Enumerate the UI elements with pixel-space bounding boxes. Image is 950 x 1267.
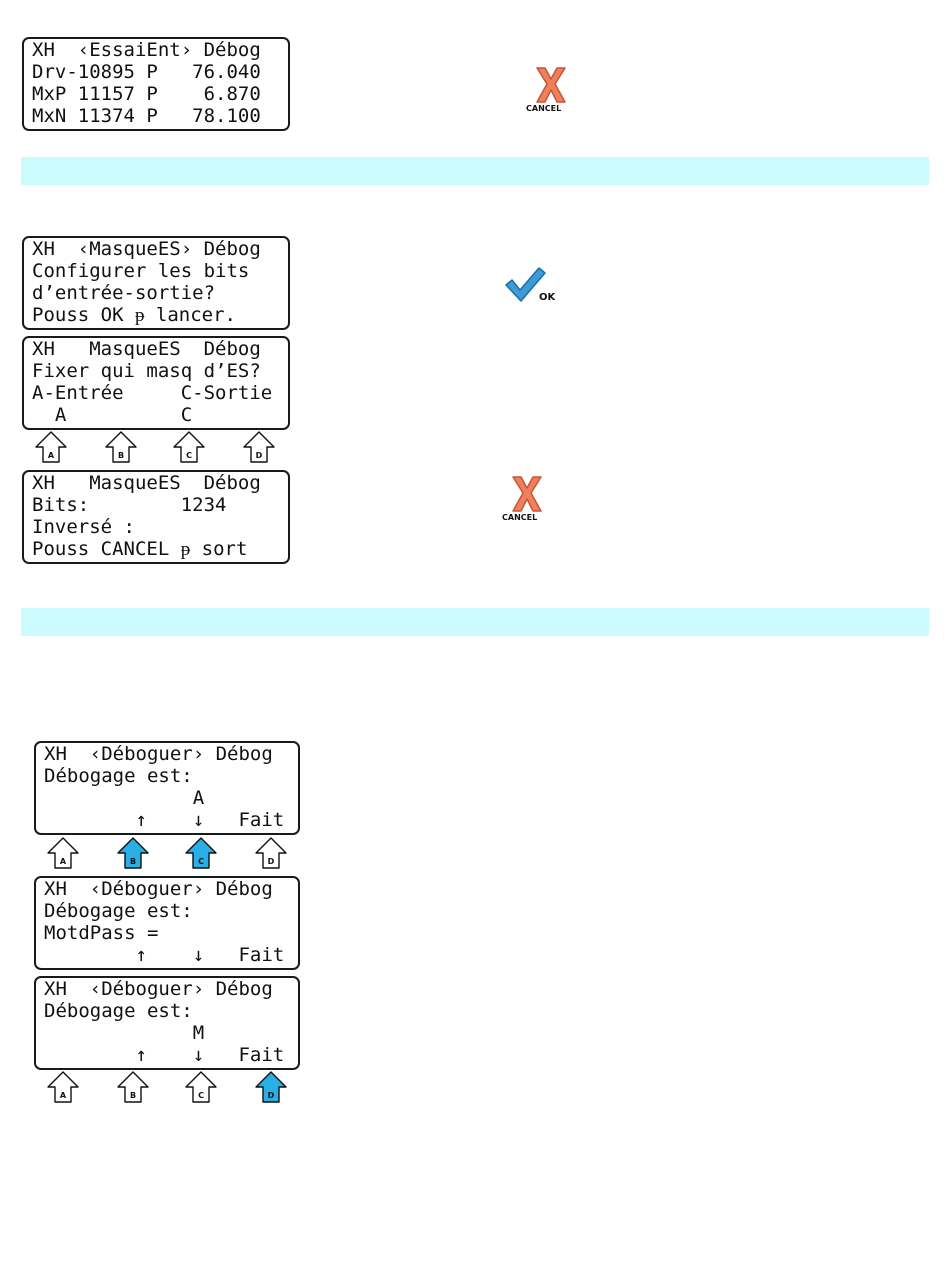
ok-label: OK xyxy=(539,292,556,303)
softkey-row xyxy=(42,836,304,872)
softkey-letter: B xyxy=(129,857,137,866)
lcd-line: MxN 11374 P 78.100 xyxy=(32,105,261,127)
softkey-letter: C xyxy=(198,1091,204,1100)
softkey-letter: A xyxy=(59,857,67,866)
lcd-line: Débogage est: xyxy=(44,1000,193,1022)
softkey-letter: C xyxy=(198,857,204,866)
lcd-line: ΧH ‹Déboguer› Débog xyxy=(44,743,273,765)
lcd-line: A xyxy=(44,787,205,809)
lcd-screen-deboguer-3 xyxy=(34,976,300,1070)
ok-icon[interactable] xyxy=(503,265,555,307)
lcd-line: Pouss CANCEL ᵽ sort xyxy=(32,538,248,560)
cancel-icon[interactable] xyxy=(502,473,552,525)
lcd-line: ↑ ↓ Fait xyxy=(44,1044,285,1066)
softkey-b[interactable] xyxy=(116,836,150,870)
softkey-letter: D xyxy=(267,857,275,866)
lcd-line: Drv-10895 P 76.040 xyxy=(32,61,261,83)
lcd-line: Débogage est: xyxy=(44,765,193,787)
lcd-screen-masque-bits xyxy=(22,470,290,564)
softkey-letter: C xyxy=(186,451,192,460)
lcd-line: d’entrée-sortie? xyxy=(32,282,216,304)
softkey-letter: B xyxy=(117,451,125,460)
softkey-d[interactable] xyxy=(242,430,276,464)
lcd-line: ΧH MasqueES Débog xyxy=(32,472,261,494)
lcd-line: ΧH ‹EssaiEnt› Débog xyxy=(32,39,261,61)
softkey-row xyxy=(42,1070,304,1106)
softkey-b[interactable] xyxy=(104,430,138,464)
lcd-line: Inversé : xyxy=(32,516,135,538)
lcd-line: A-Entrée C-Sortie xyxy=(32,382,273,404)
lcd-screen-essai xyxy=(22,37,290,131)
softkey-c[interactable] xyxy=(184,836,218,870)
lcd-screen-deboguer-2 xyxy=(34,876,300,970)
section-divider xyxy=(21,157,929,185)
lcd-line: ΧH MasqueES Débog xyxy=(32,338,261,360)
section-divider xyxy=(21,608,929,636)
lcd-line: Configurer les bits xyxy=(32,260,250,282)
softkey-letter: D xyxy=(255,451,263,460)
lcd-line: MxP 11157 P 6.870 xyxy=(32,83,261,105)
lcd-line: ↑ ↓ Fait xyxy=(44,944,285,966)
lcd-line: Fixer qui masq d’ES? xyxy=(32,360,261,382)
softkey-letter: A xyxy=(59,1091,67,1100)
cancel-label: CANCEL xyxy=(526,104,562,113)
softkey-letter: B xyxy=(129,1091,137,1100)
softkey-d[interactable] xyxy=(254,836,288,870)
softkey-a[interactable] xyxy=(34,430,68,464)
lcd-screen-masque-prompt xyxy=(22,236,290,330)
lcd-line: ΧH ‹Déboguer› Débog xyxy=(44,978,273,1000)
softkey-a[interactable] xyxy=(46,1070,80,1104)
lcd-line: Pouss OK ᵽ lancer. xyxy=(32,304,236,326)
lcd-line: ΧH ‹Déboguer› Débog xyxy=(44,878,273,900)
softkey-b[interactable] xyxy=(116,1070,150,1104)
lcd-line: ↑ ↓ Fait xyxy=(44,809,285,831)
lcd-screen-deboguer-1 xyxy=(34,741,300,835)
cancel-icon[interactable] xyxy=(526,64,576,116)
cancel-label: CANCEL xyxy=(502,513,538,522)
lcd-line: M xyxy=(44,1022,205,1044)
softkey-d[interactable] xyxy=(254,1070,288,1104)
softkey-letter: D xyxy=(267,1091,275,1100)
lcd-line: Débogage est: xyxy=(44,900,193,922)
lcd-screen-masque-select xyxy=(22,336,290,430)
softkey-c[interactable] xyxy=(172,430,206,464)
lcd-line: MotdPass = xyxy=(44,922,159,944)
softkey-c[interactable] xyxy=(184,1070,218,1104)
softkey-row xyxy=(30,430,300,466)
softkey-a[interactable] xyxy=(46,836,80,870)
lcd-line: A C xyxy=(32,404,193,426)
lcd-line: ΧH ‹MasqueES› Débog xyxy=(32,238,261,260)
softkey-letter: A xyxy=(47,451,55,460)
lcd-line: Bits: 1234 xyxy=(32,494,227,516)
